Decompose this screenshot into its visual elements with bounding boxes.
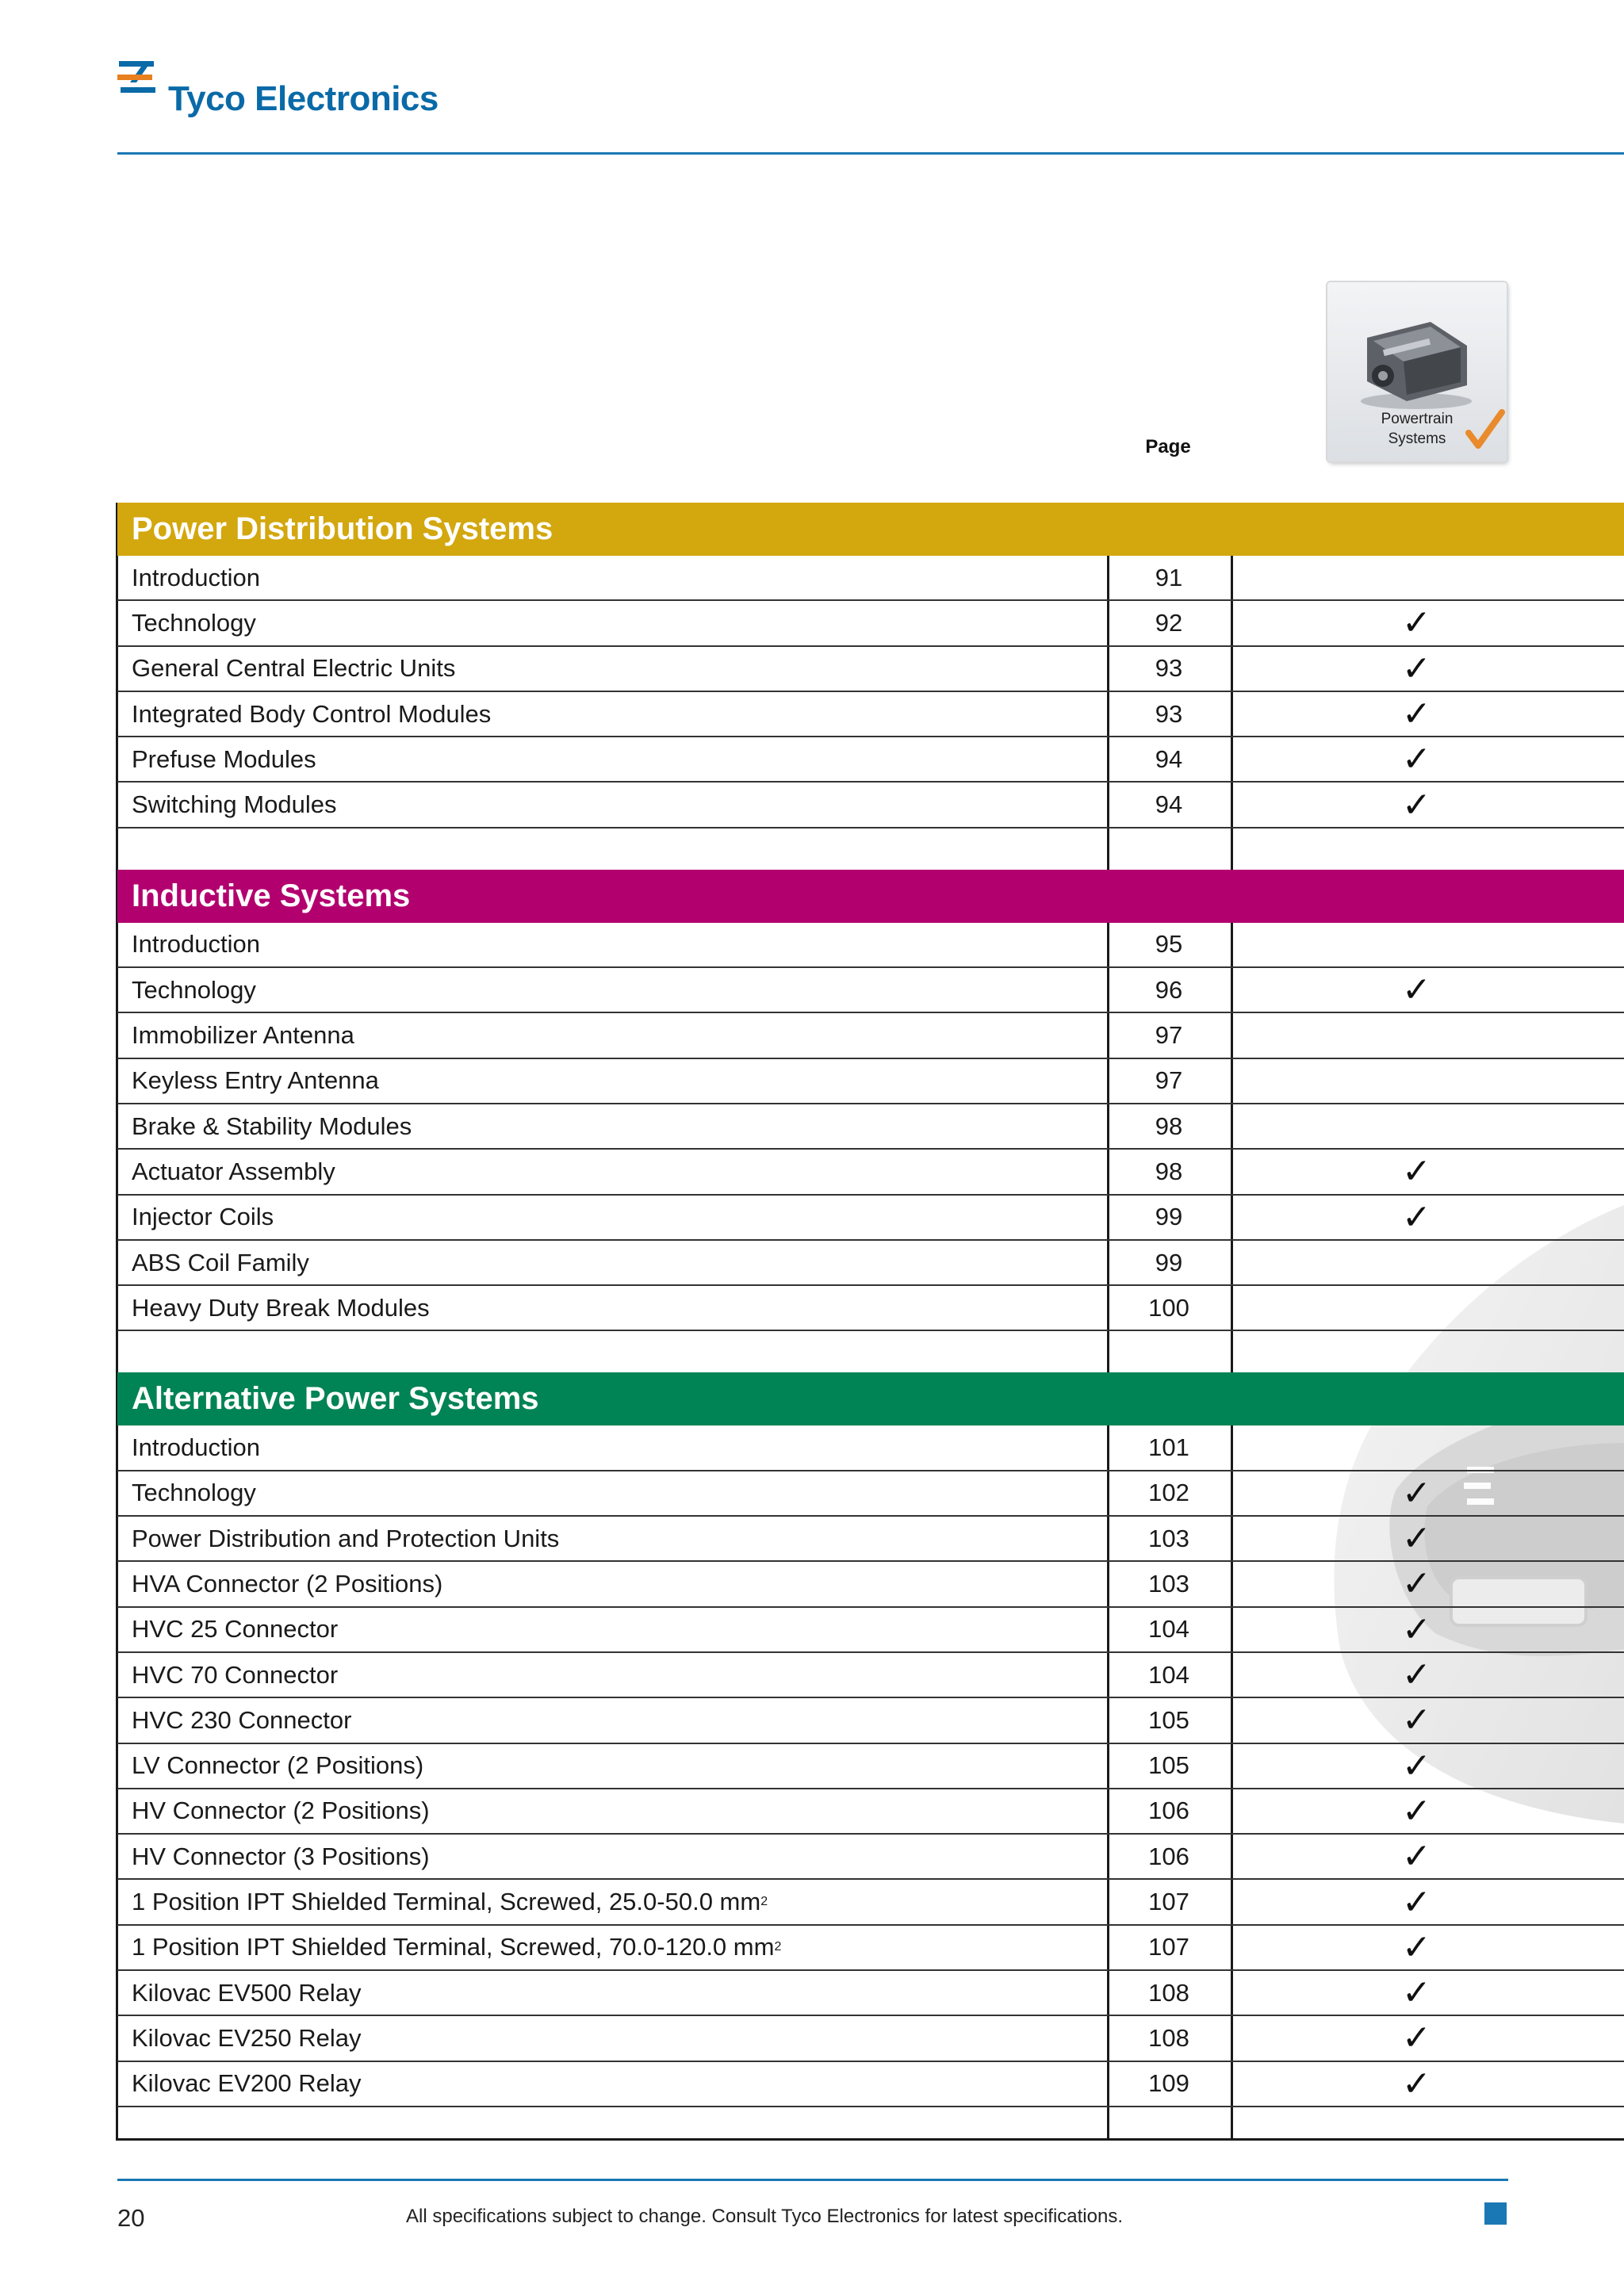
check-icon: ✓ (1402, 1881, 1431, 1923)
table-row[interactable]: HVA Connector (2 Positions) 103 ✓ (117, 1562, 1624, 1607)
check-icon: ✓ (1402, 1927, 1431, 1968)
check-icon: ✓ (1402, 603, 1431, 644)
section-header (117, 1372, 1624, 1425)
table-row[interactable]: HVC 70 Connector 104 ✓ (117, 1653, 1624, 1698)
check-icon: ✓ (1402, 1151, 1431, 1192)
table-row[interactable]: LV Connector (2 Positions) 105 ✓ (117, 1744, 1624, 1789)
check-icon: ✓ (1402, 1196, 1431, 1238)
table-row[interactable]: ABS Coil Family 99 (117, 1241, 1624, 1286)
powertrain-systems-badge (1327, 282, 1507, 461)
check-icon: ✓ (1402, 784, 1431, 825)
table-row[interactable]: 1 Position IPT Shielded Terminal, Screwed, 70.0-120.0 mm 2 107 ✓ (117, 1926, 1624, 1971)
check-icon: ✓ (1402, 1973, 1431, 2014)
table-row[interactable]: Actuator Assembly 98 ✓ (117, 1150, 1624, 1195)
spacer-row (117, 828, 1624, 870)
table-row[interactable]: HVC 25 Connector 104 ✓ (117, 1608, 1624, 1653)
spacer-row (117, 1331, 1624, 1372)
badge-label: Powertrain Systems (1381, 411, 1454, 447)
table-row[interactable]: Kilovac EV500 Relay 108 ✓ (117, 1971, 1624, 2016)
section-title: Power Distribution Systems (132, 511, 553, 546)
table-row[interactable]: Prefuse Modules 94 ✓ (117, 737, 1624, 783)
check-icon: ✓ (1402, 1655, 1431, 1696)
check-icon: ✓ (1402, 1563, 1431, 1605)
header-divider (117, 152, 1624, 155)
check-icon: ✓ (1402, 1518, 1431, 1559)
table-row[interactable]: Technology 96 ✓ (117, 968, 1624, 1013)
section-header (117, 503, 1624, 556)
check-icon: ✓ (1402, 1700, 1431, 1741)
check-icon: ✓ (1402, 1745, 1431, 1786)
table-row[interactable]: Brake & Stability Modules 98 (117, 1104, 1624, 1150)
section-power-distribution (117, 503, 1624, 870)
check-icon: ✓ (1402, 1472, 1431, 1513)
check-icon: ✓ (1402, 1836, 1431, 1877)
table-row[interactable]: Introduction 95 (117, 923, 1624, 968)
table-row[interactable]: General Central Electric Units 93 ✓ (117, 647, 1624, 692)
section-alternative-power (117, 1372, 1624, 2107)
check-icon: ✓ (1402, 739, 1431, 780)
footer-disclaimer: All specifications subject to change. Consult Tyco Electronics for latest specifications. (406, 2206, 1123, 2227)
table-row[interactable]: Introduction 91 (117, 556, 1624, 601)
footer-divider (117, 2179, 1508, 2181)
section-inductive (117, 870, 1624, 1373)
section-title: Inductive Systems (132, 878, 411, 913)
section-header (117, 870, 1624, 923)
table-border-bottom (116, 2138, 1624, 2141)
page-number: 20 (117, 2204, 145, 2232)
table-row[interactable]: Immobilizer Antenna 97 (117, 1013, 1624, 1058)
checkmark-icon (1327, 282, 1507, 461)
table-row[interactable]: Technology 92 ✓ (117, 601, 1624, 646)
check-icon: ✓ (1402, 694, 1431, 735)
check-icon: ✓ (1402, 648, 1431, 689)
table-row[interactable]: Injector Coils 99 ✓ (117, 1196, 1624, 1241)
table-row[interactable]: Switching Modules 94 ✓ (117, 783, 1624, 828)
table-row[interactable]: HV Connector (2 Positions) 106 ✓ (117, 1789, 1624, 1835)
table-row[interactable]: Introduction 101 (117, 1425, 1624, 1471)
table-row[interactable]: HVC 230 Connector 105 ✓ (117, 1698, 1624, 1743)
tyco-logo-icon (117, 59, 165, 106)
brand-name: Tyco Electronics (168, 79, 439, 118)
check-icon: ✓ (1402, 1609, 1431, 1650)
page-column-header: Page (1145, 436, 1191, 457)
table-row[interactable]: Kilovac EV250 Relay 108 ✓ (117, 2016, 1624, 2061)
check-icon: ✓ (1402, 1790, 1431, 1831)
check-icon: ✓ (1402, 2018, 1431, 2059)
table-row[interactable]: Technology 102 ✓ (117, 1471, 1624, 1517)
table-row[interactable]: Kilovac EV200 Relay 109 ✓ (117, 2062, 1624, 2107)
footer-square-icon (1484, 2202, 1507, 2225)
check-icon: ✓ (1402, 2063, 1431, 2104)
table-row[interactable]: HV Connector (3 Positions) 106 ✓ (117, 1835, 1624, 1880)
table-row[interactable]: Power Distribution and Protection Units 103 ✓ (117, 1517, 1624, 1562)
check-icon: ✓ (1402, 970, 1431, 1011)
contents-table (117, 503, 1624, 2107)
section-title: Alternative Power Systems (132, 1381, 539, 1417)
table-row[interactable]: 1 Position IPT Shielded Terminal, Screwed, 25.0-50.0 mm 2 107 ✓ (117, 1880, 1624, 1925)
table-row[interactable]: Integrated Body Control Modules 93 ✓ (117, 692, 1624, 737)
table-row[interactable]: Heavy Duty Break Modules 100 (117, 1286, 1624, 1331)
table-row[interactable]: Keyless Entry Antenna 97 (117, 1059, 1624, 1104)
